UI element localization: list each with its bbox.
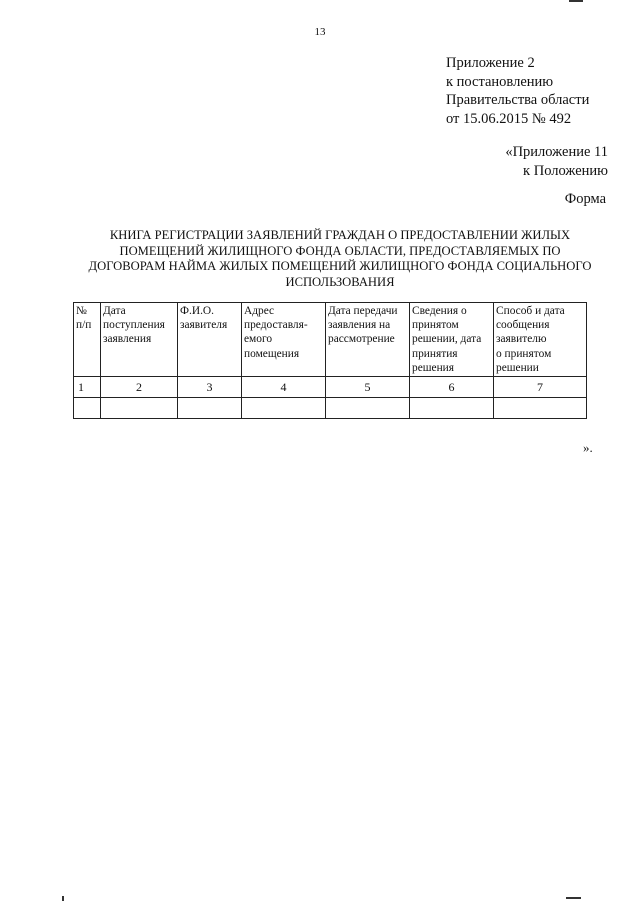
scan-mark-top-right <box>569 0 583 2</box>
appendix-line: Правительства области <box>446 92 590 108</box>
header-text: заявителя <box>180 319 228 332</box>
header-text: заявителю <box>496 333 547 346</box>
title-line: ДОГОВОРАМ НАЙМА ЖИЛЫХ ПОМЕЩЕНИЙ ЖИЛИЩНОГО ФОНДА СОЦИАЛЬНОГО <box>88 259 592 273</box>
header-text: поступления <box>103 319 165 332</box>
header-cell-notification <box>494 303 587 377</box>
header-text: Дата передачи <box>328 305 398 317</box>
empty-cell <box>494 398 587 419</box>
header-text: № <box>76 305 87 317</box>
appendix11-line: «Приложение 11 <box>505 144 608 160</box>
header-cell-transfer-date <box>326 303 410 377</box>
header-text: решения <box>412 361 455 374</box>
empty-cell <box>326 398 410 419</box>
empty-cell <box>410 398 494 419</box>
title-line: КНИГА РЕГИСТРАЦИИ ЗАЯВЛЕНИЙ ГРАЖДАН О ПРЕДОСТАВЛЕНИИ ЖИЛЫХ <box>109 228 571 242</box>
appendix-line: от 15.06.2015 № 492 <box>446 110 572 127</box>
empty-cell <box>101 398 178 419</box>
header-text: заявления <box>103 333 152 346</box>
header-cell-address <box>242 303 326 377</box>
form-label: Форма <box>564 191 606 207</box>
document-title <box>60 228 620 290</box>
header-cell-applicant-name <box>178 303 242 377</box>
title-line: ИСПОЛЬЗОВАНИЯ <box>285 274 395 289</box>
header-text: о принятом <box>496 347 552 360</box>
column-number-cell: 2 <box>101 377 178 398</box>
header-text: Сведения о <box>412 305 467 317</box>
scan-mark-bottom-left <box>62 896 64 901</box>
appendix-line: Приложение 2 <box>446 55 535 71</box>
header-cell-decision-info <box>410 303 494 377</box>
empty-table-row <box>74 398 587 419</box>
appendix-line: к постановлению <box>446 73 554 90</box>
closing-quote: ». <box>583 440 593 455</box>
page-number: 13 <box>314 26 326 38</box>
appendix-reference <box>446 54 589 128</box>
column-number-cell: 3 <box>178 377 242 398</box>
column-number-cell: 4 <box>242 377 326 398</box>
header-text: Способ и дата <box>496 305 565 317</box>
header-text: решении <box>496 361 539 374</box>
header-cell-number <box>74 303 101 377</box>
header-text: принятом <box>412 319 459 332</box>
header-text: помещения <box>244 347 300 360</box>
header-cell-receipt-date <box>101 303 178 377</box>
header-text: Ф.И.О. <box>180 305 214 317</box>
header-text: рассмотрение <box>328 333 395 346</box>
header-text: заявления на <box>328 319 391 332</box>
header-text: решении, дата <box>412 333 482 346</box>
header-text: предоставля- <box>244 319 308 332</box>
header-text: Адрес <box>244 305 275 317</box>
appendix11-line: к Положению <box>523 162 608 179</box>
header-text: п/п <box>76 319 92 332</box>
header-text: сообщения <box>496 319 550 332</box>
column-number-cell: 5 <box>326 377 410 398</box>
column-number-cell: 7 <box>494 377 587 398</box>
header-text: принятия <box>412 347 458 360</box>
table-header-row <box>74 303 587 377</box>
registry-table <box>73 302 587 419</box>
column-number-cell: 6 <box>410 377 494 398</box>
empty-cell <box>242 398 326 419</box>
column-number-row <box>74 377 587 398</box>
empty-cell <box>74 398 101 419</box>
header-text: емого <box>244 333 273 346</box>
empty-cell <box>178 398 242 419</box>
scan-mark-bottom-right <box>566 897 581 899</box>
header-text: Дата <box>103 305 126 317</box>
appendix11-reference <box>505 143 608 180</box>
title-line: ПОМЕЩЕНИЙ ЖИЛИЩНОГО ФОНДА ОБЛАСТИ, ПРЕДОСТАВЛЯЕМЫХ ПО <box>119 243 561 258</box>
column-number-cell: 1 <box>74 377 101 398</box>
